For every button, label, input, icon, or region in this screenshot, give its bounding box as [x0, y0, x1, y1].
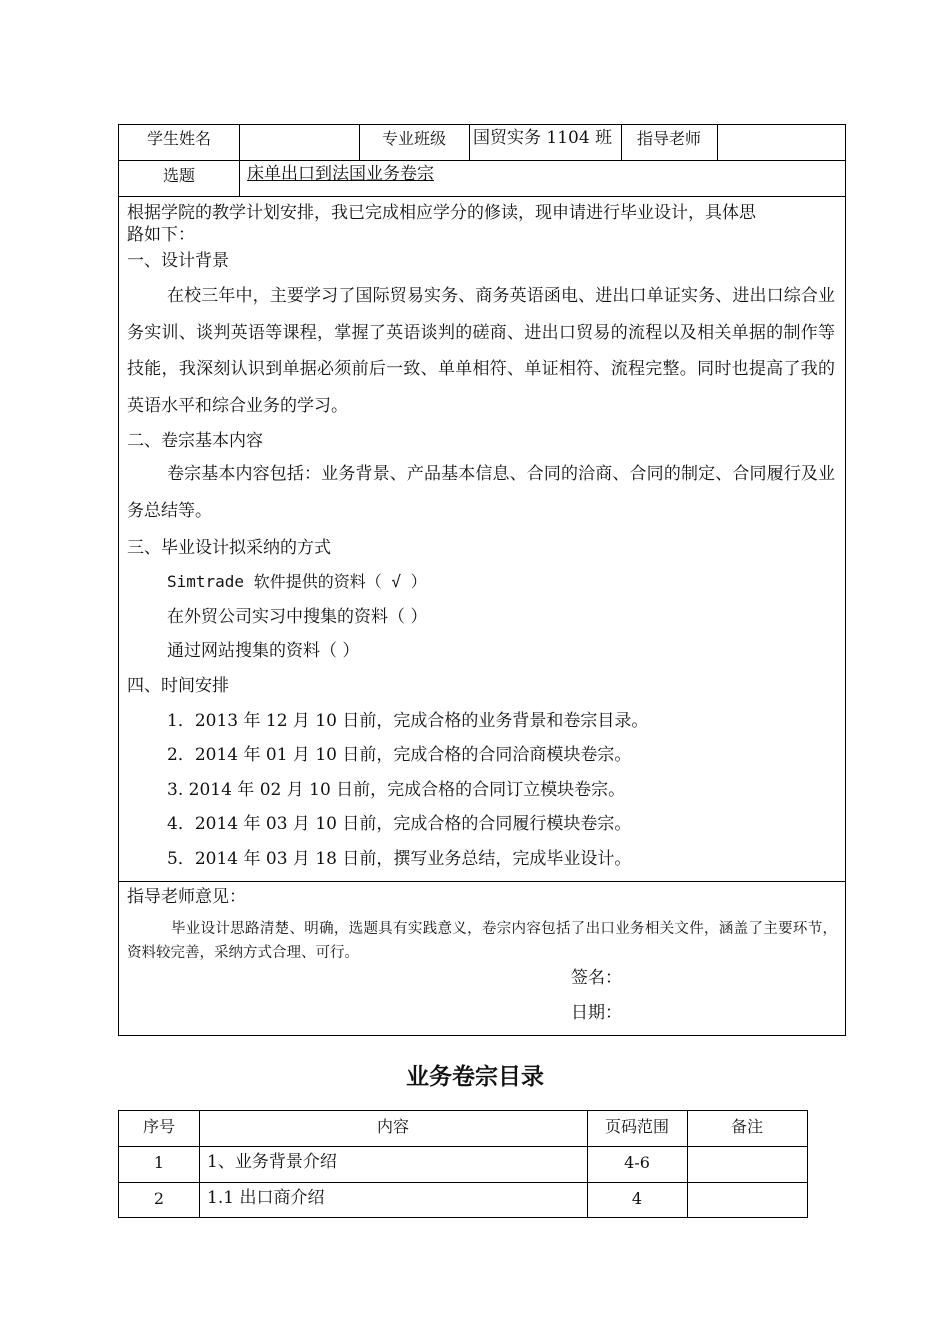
- column-divider: [469, 125, 470, 160]
- toc-table: [118, 1110, 808, 1218]
- toc-header-no: 序号: [142, 1117, 175, 1136]
- schedule-item-4: 4．2014 年 03 月 10 日前，完成合格的合同履行模块卷宗。: [167, 814, 632, 834]
- student-name-label: 学生姓名: [146, 129, 211, 148]
- schedule-item-2: 2．2014 年 01 月 10 日前，完成合格的合同洽商模块卷宗。: [167, 745, 632, 765]
- schedule-item-5: 5．2014 年 03 月 18 日前，撰写业务总结，完成毕业设计。: [167, 849, 632, 869]
- table-row-no: 2: [153, 1189, 165, 1208]
- topic-value: 床单出口到法国业务卷宗: [247, 164, 434, 184]
- table-row-no: 1: [153, 1153, 165, 1172]
- date-label: 日期：: [571, 1003, 622, 1023]
- toc-header-note: 备注: [730, 1117, 763, 1136]
- table-row-pages: 4: [631, 1189, 643, 1208]
- section-heading-methods: 三、毕业设计拟采纳的方式: [127, 538, 331, 558]
- section-heading-background: 一、设计背景: [127, 251, 229, 271]
- application-form-table: [118, 124, 846, 1036]
- table-row-content: 1、业务背景介绍: [207, 1152, 337, 1172]
- topic-label: 选题: [162, 166, 195, 185]
- content-paragraph: 卷宗基本内容包括：业务背景、产品基本信息、合同的洽商、合同的制定、合同履行及业务总结等。: [127, 464, 835, 521]
- advisor-label: 指导老师: [636, 129, 701, 148]
- schedule-item-1: 1．2013 年 12 月 10 日前，完成合格的业务背景和卷宗目录。: [167, 711, 649, 731]
- advisor-opinion-label: 指导老师意见：: [127, 887, 246, 907]
- class-label: 专业班级: [381, 129, 446, 148]
- table-row-pages: 4-6: [624, 1153, 650, 1172]
- toc-header-content: 内容: [376, 1117, 409, 1136]
- signature-label: 签名：: [571, 968, 622, 988]
- column-divider: [717, 125, 718, 160]
- row-divider: [119, 1146, 807, 1147]
- advisor-opinion-text: 毕业设计思路清楚、明确，选题具有实践意义，卷宗内容包括了出口业务相关文件，涵盖了主要环节，资料较完善，采纳方式合理、可行。: [127, 921, 837, 961]
- method-simtrade: Simtrade 软件提供的资料（ √ ）: [167, 572, 427, 591]
- background-paragraph: 在校三年中，主要学习了国际贸易实务、商务英语函电、进出口单证实务、进出口综合业务实训、谈判英语等课程，掌握了英语谈判的磋商、进出口贸易的流程以及相关单据的制作等技能，我深刻认识到单据必须前后一致、单单相符、单证相符、流程完整。同时也提高了我的英语水平和综合业务的学习。: [127, 286, 835, 416]
- method-internship: 在外贸公司实习中搜集的资料（ ）: [167, 607, 428, 627]
- row-divider: [119, 1182, 807, 1183]
- table-row-content: 1.1 出口商介绍: [207, 1188, 325, 1208]
- row-divider: [119, 160, 845, 161]
- toc-header-pages: 页码范围: [604, 1117, 669, 1136]
- plan-intro-line-2: 路如下：: [127, 225, 195, 245]
- class-value: 国贸实务 1104 班: [473, 128, 613, 148]
- column-divider: [239, 160, 240, 196]
- section-heading-content: 二、卷宗基本内容: [127, 431, 263, 451]
- method-website: 通过网站搜集的资料（ ）: [167, 641, 360, 661]
- row-divider: [119, 881, 845, 882]
- section-heading-schedule: 四、时间安排: [127, 676, 229, 696]
- row-divider: [119, 196, 845, 197]
- toc-title: 业务卷宗目录: [406, 1064, 544, 1090]
- plan-intro-line-1: 根据学院的教学计划安排，我已完成相应学分的修读，现申请进行毕业设计，具体思: [127, 203, 756, 223]
- schedule-item-3: 3. 2014 年 02 月 10 日前，完成合格的合同订立模块卷宗。: [167, 780, 626, 800]
- column-divider: [239, 125, 240, 160]
